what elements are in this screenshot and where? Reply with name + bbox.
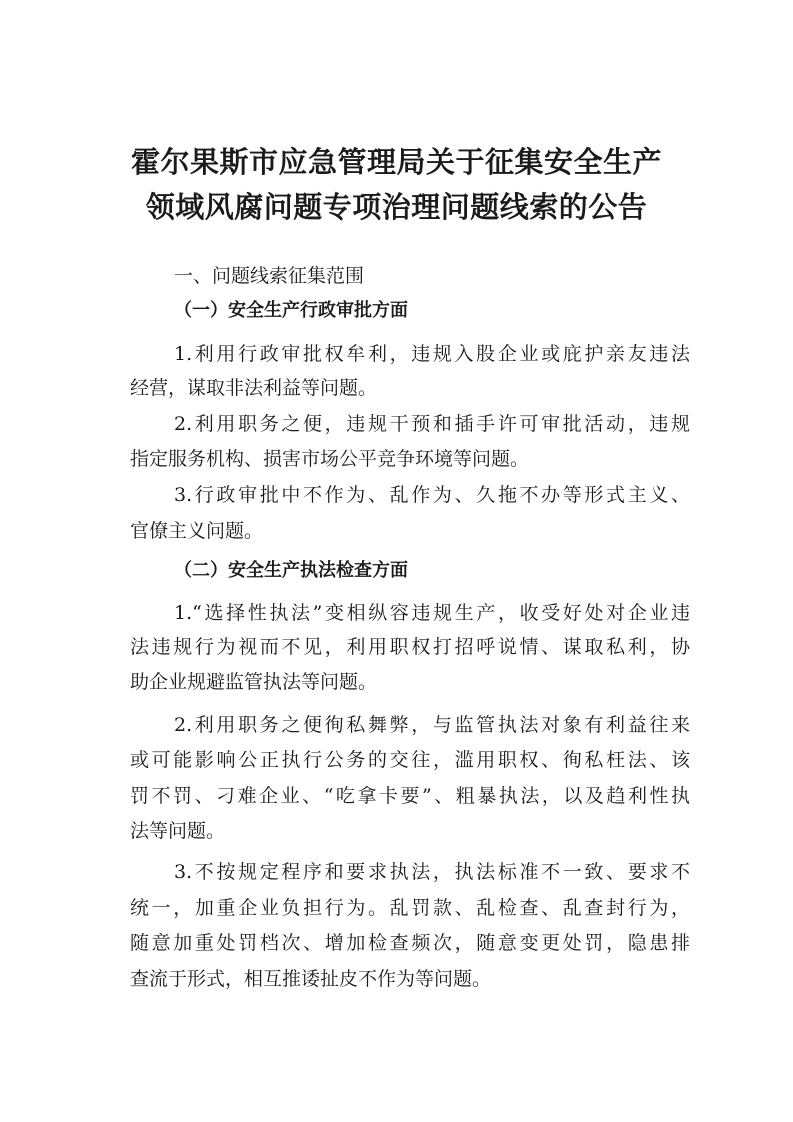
paragraph-line: 官僚主义问题。 xyxy=(130,520,264,542)
subsection-heading-approval: （一）安全生产行政审批方面 xyxy=(174,300,408,321)
paragraph-line: 助企业规避监管执法等问题。 xyxy=(130,671,378,693)
paragraph-line: 1.“选择性执法”变相纵容违规生产，收受好处对企业违 xyxy=(174,602,690,624)
paragraph-line: 指定服务机构、损害市场公平竞争环境等问题。 xyxy=(130,448,530,470)
paragraph-line: 法等问题。 xyxy=(130,820,226,842)
paragraph-line: 统一，加重企业负担行为。乱罚款、乱检查、乱查封行为， xyxy=(130,897,690,919)
document-title-line-2: 领域风腐问题专项治理问题线索的公告 xyxy=(145,190,648,224)
paragraph-line: 随意加重处罚档次、增加检查频次，随意变更处罚，隐患排 xyxy=(130,932,690,954)
section-heading-scope: 一、问题线索征集范围 xyxy=(174,265,365,287)
paragraph-line: 2.利用职务之便徇私舞弊，与监管执法对象有利益往来 xyxy=(174,714,690,736)
paragraph-line: 经营，谋取非法利益等问题。 xyxy=(130,377,378,399)
paragraph-line: 1.利用行政审批权牟利，违规入股企业或庇护亲友违法 xyxy=(174,343,690,365)
paragraph-line: 查流于形式，相互推诿扯皮不作为等问题。 xyxy=(130,968,492,990)
paragraph-line: 3.不按规定程序和要求执法，执法标准不一致、要求不 xyxy=(174,861,690,883)
paragraph-line: 罚不罚、刁难企业、“吃拿卡要”、粗暴执法，以及趋利性执 xyxy=(130,785,690,807)
paragraph-line: 或可能影响公正执行公务的交往，滥用职权、徇私枉法、该 xyxy=(130,749,690,771)
paragraph-line: 2.利用职务之便，违规干预和插手许可审批活动，违规 xyxy=(174,413,690,435)
subsection-heading-enforcement: （二）安全生产执法检查方面 xyxy=(174,560,408,581)
paragraph-line: 法违规行为视而不见，利用职权打招呼说情、谋取私利，协 xyxy=(130,636,690,658)
paragraph-line: 3.行政审批中不作为、乱作为、久拖不办等形式主义、 xyxy=(174,484,690,506)
document-title-line-1: 霍尔果斯市应急管理局关于征集安全生产 xyxy=(130,145,662,179)
